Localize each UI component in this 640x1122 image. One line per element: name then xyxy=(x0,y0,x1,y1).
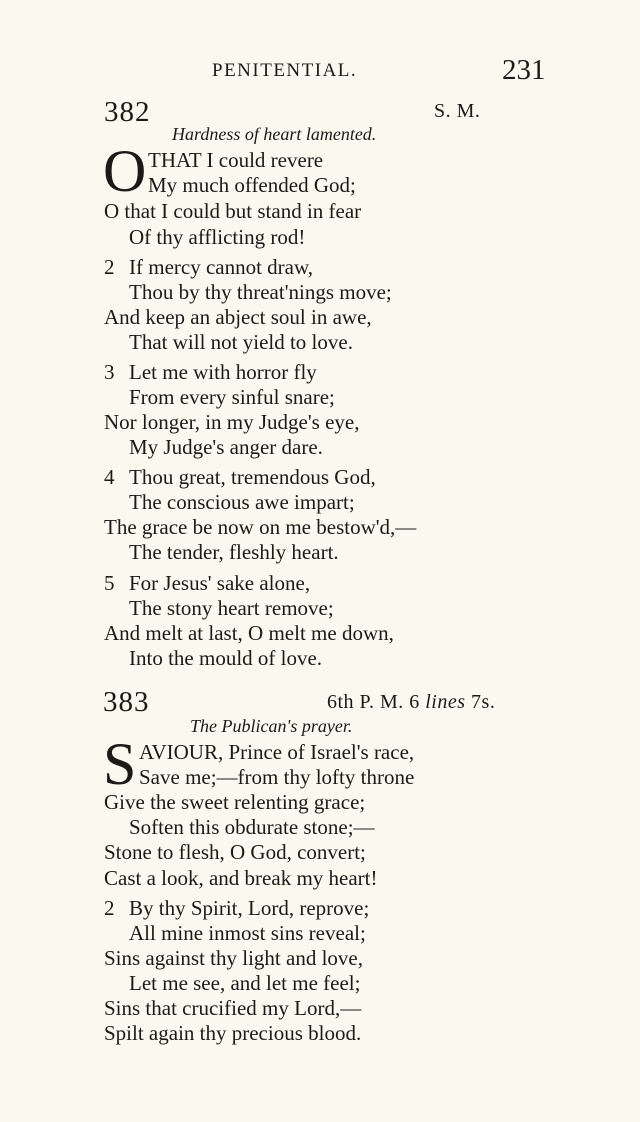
hymn-383-line: Stone to flesh, O God, convert; xyxy=(104,840,366,864)
hymn-382-line: My much offended God; xyxy=(148,173,356,197)
verse-number: 5 xyxy=(104,571,115,595)
hymn-382-line: Let me with horror fly xyxy=(129,360,317,384)
dropcap-383: S xyxy=(103,731,137,797)
hymn-number-383: 383 xyxy=(103,686,150,718)
hymn-383-line: Sins that crucified my Lord,— xyxy=(104,996,362,1020)
hymn-number-382: 382 xyxy=(104,96,151,128)
hymn-382-line: Thou great, tremendous God, xyxy=(129,465,376,489)
hymn-382-subtitle: Hardness of heart lamented. xyxy=(172,124,377,144)
hymn-383-meter-suffix: 7s. xyxy=(471,691,496,713)
hymn-383-line: Give the sweet relenting grace; xyxy=(104,790,366,814)
hymn-383-line: Let me see, and let me feel; xyxy=(129,971,361,995)
hymn-382-line: Nor longer, in my Judge's eye, xyxy=(104,410,360,434)
hymn-382-line: Into the mould of love. xyxy=(129,646,323,670)
hymn-383-line: By thy Spirit, Lord, reprove; xyxy=(129,896,370,920)
running-title: PENITENTIAL. xyxy=(212,60,358,81)
hymn-383-meter-prefix: 6th P. M. 6 xyxy=(327,691,420,713)
hymn-383-meter xyxy=(327,691,495,714)
hymn-382-line: And keep an abject soul in awe, xyxy=(104,305,372,329)
hymn-382-meter: S. M. xyxy=(434,100,481,122)
page-number: 231 xyxy=(502,54,546,86)
verse-number: 4 xyxy=(104,465,115,489)
hymn-383-subtitle: The Publican's prayer. xyxy=(190,716,353,736)
hymn-382-line: The tender, fleshly heart. xyxy=(129,540,339,564)
hymn-383-meter-italic: lines xyxy=(425,691,466,713)
hymn-382-line: O that I could but stand in fear xyxy=(104,199,362,223)
hymn-382-line: From every sinful snare; xyxy=(129,385,335,409)
hymn-383-line: Sins against thy light and love, xyxy=(104,946,363,970)
hymn-382-line: If mercy cannot draw, xyxy=(129,255,314,279)
hymn-383-line: Save me;—from thy lofty throne xyxy=(139,765,415,789)
hymn-383-line: Soften this obdurate stone;— xyxy=(129,815,375,839)
verse-number: 2 xyxy=(104,255,115,279)
dropcap-382: O xyxy=(103,138,147,204)
hymn-383-line: All mine inmost sins reveal; xyxy=(129,921,366,945)
verse-number: 3 xyxy=(104,360,115,384)
hymn-382-line: For Jesus' sake alone, xyxy=(129,571,311,595)
hymn-382-line: The stony heart remove; xyxy=(129,596,334,620)
hymn-383-line: AVIOUR, Prince of Israel's race, xyxy=(139,740,415,764)
verse-number: 2 xyxy=(104,896,115,920)
hymn-382-line: My Judge's anger dare. xyxy=(129,435,323,459)
hymn-382-line: Of thy afflicting rod! xyxy=(129,225,306,249)
hymn-382-line: The grace be now on me bestow'd,— xyxy=(104,515,417,539)
hymn-383-line: Cast a look, and break my heart! xyxy=(104,866,378,890)
hymn-382-line: Thou by thy threat'nings move; xyxy=(129,280,392,304)
hymn-382-line: And melt at last, O melt me down, xyxy=(104,621,394,645)
hymn-382-line: THAT I could revere xyxy=(148,148,324,172)
hymn-383-line: Spilt again thy precious blood. xyxy=(104,1021,362,1045)
hymn-382-line: That will not yield to love. xyxy=(129,330,353,354)
hymn-382-line: The conscious awe impart; xyxy=(129,490,355,514)
